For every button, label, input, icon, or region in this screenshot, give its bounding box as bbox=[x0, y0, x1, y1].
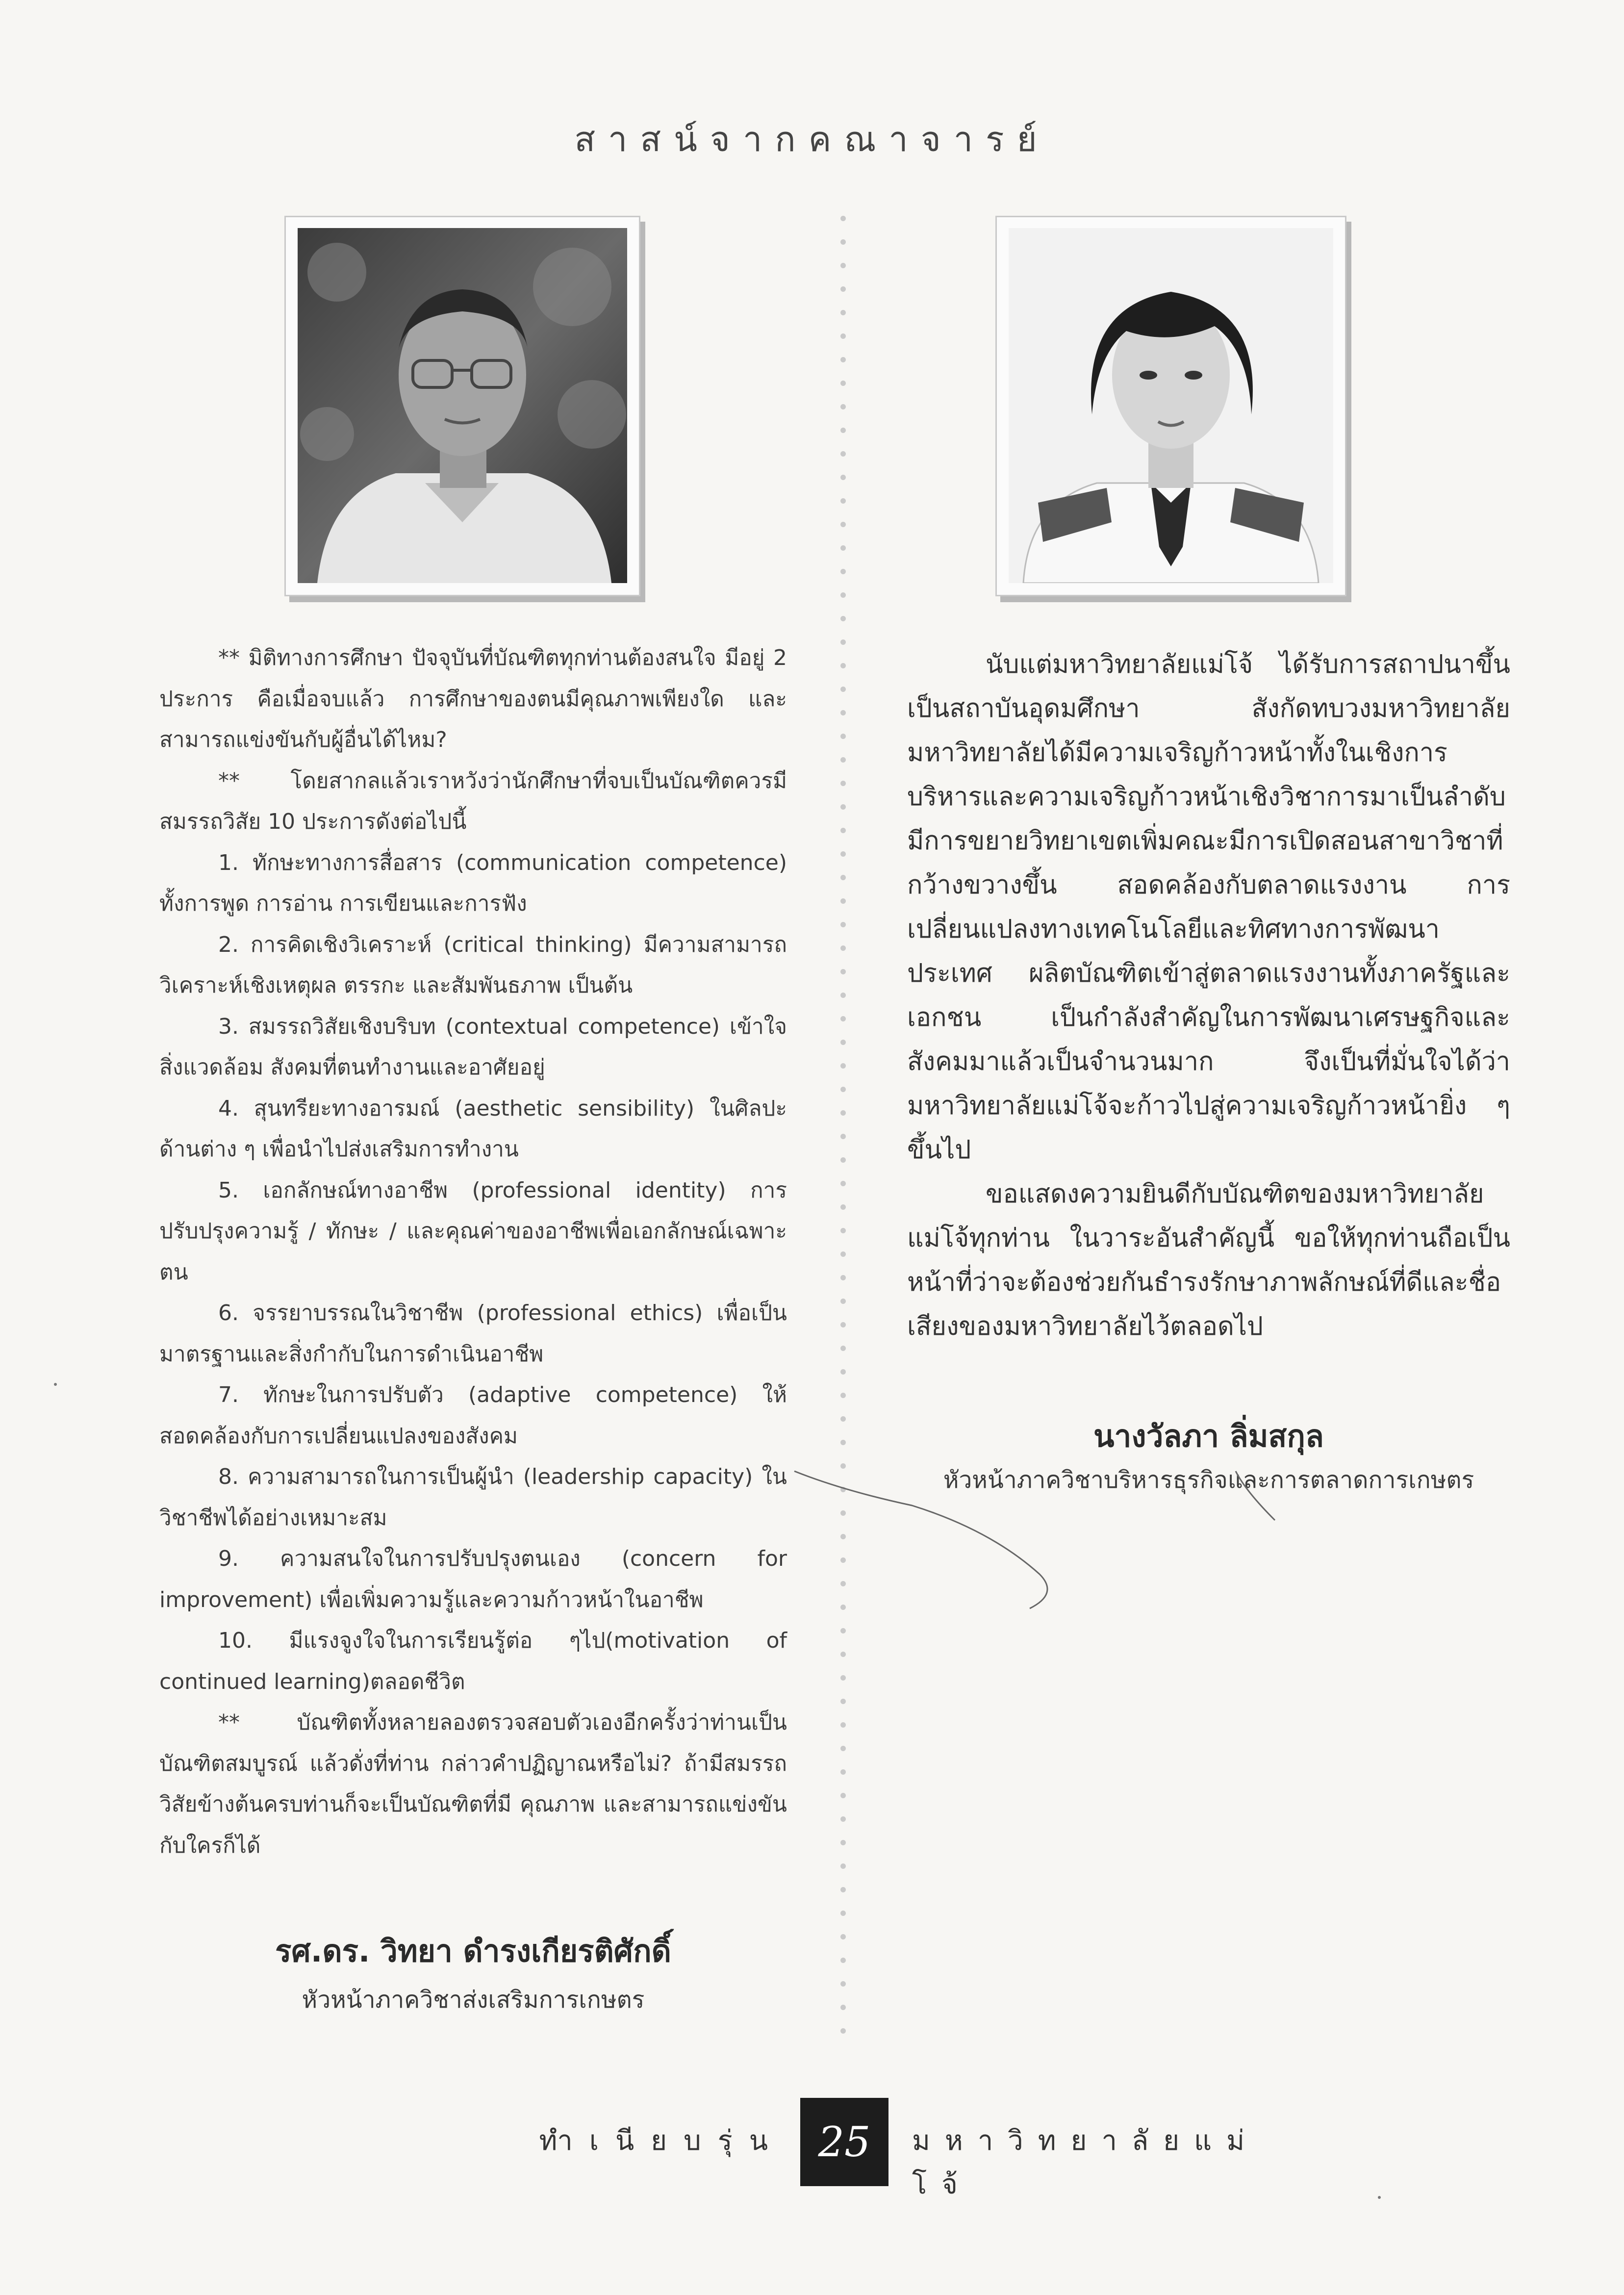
left-author-role: หัวหน้าภาควิชาส่งเสริมการเกษตร bbox=[302, 1986, 645, 2014]
divider-dot bbox=[840, 1393, 846, 1398]
divider-dot bbox=[840, 1793, 846, 1798]
divider-dot bbox=[840, 1204, 846, 1210]
divider-dot bbox=[840, 522, 846, 527]
portrait-photo-right bbox=[995, 216, 1346, 596]
divider-dot bbox=[840, 1346, 846, 1351]
divider-dot bbox=[840, 2028, 846, 2034]
competency-item: 3. สมรรถวิสัยเชิงบริบท (contextual competence) เข้าใจสิ่งแวดล้อม สังคมที่ตนทำงานและอาศัยอยู่ bbox=[159, 1014, 787, 1080]
divider-dot bbox=[840, 1416, 846, 1422]
divider-dot bbox=[840, 1911, 846, 1916]
pen-scribble-mark bbox=[785, 1461, 1299, 1628]
paper-speck bbox=[1378, 2196, 1381, 2199]
divider-dot bbox=[840, 216, 846, 221]
divider-dot bbox=[840, 993, 846, 998]
divider-dot bbox=[840, 1087, 846, 1092]
portrait-man-image bbox=[298, 228, 627, 583]
divider-dot bbox=[840, 734, 846, 739]
column-divider bbox=[840, 216, 846, 2069]
divider-dot bbox=[840, 663, 846, 668]
left-author-name: รศ.ดร. วิทยา ดำรงเกียรติศักดิ์ bbox=[275, 1933, 671, 1969]
divider-dot bbox=[840, 1110, 846, 1116]
divider-dot bbox=[840, 1863, 846, 1869]
competency-item: 5. เอกลักษณ์ทางอาชีพ (professional identity) การปรับปรุงความรู้ / ทักษะ / และคุณค่าของอาชีพเพื่อเอกลักษณ์เฉพาะตน bbox=[159, 1177, 787, 1285]
section-title: สาสน์จากคณาจารย์ bbox=[574, 119, 1050, 159]
divider-dot bbox=[840, 1369, 846, 1375]
left-column-text bbox=[159, 638, 787, 1866]
divider-dot bbox=[840, 969, 846, 974]
left-paragraph: ** มิติทางการศึกษา ปัจจุบันที่บัณฑิตทุกท่านต้องสนใจ มีอยู่ 2 ประการ คือเมื่อจบแล้ว การศึกษาของตนมีคุณภาพเพียงใด และสามารถแข่งขันกับผู้อื่นได้ไหม? bbox=[159, 645, 787, 752]
right-author-role: หัวหน้าภาควิชาบริหารธุรกิจและการตลาดการเกษตร bbox=[943, 1466, 1474, 1494]
divider-dot bbox=[840, 1181, 846, 1186]
divider-dot bbox=[840, 569, 846, 574]
divider-dot bbox=[840, 1699, 846, 1704]
divider-dot bbox=[840, 945, 846, 951]
footer-directory-label: ทำเนียบรุ่น bbox=[539, 2125, 785, 2157]
competency-item: 4. สุนทรียะทางอารมณ์ (aesthetic sensibility) ในศิลปะด้านต่าง ๆ เพื่อนำไปส่งเสริมการทำงาน bbox=[159, 1096, 787, 1162]
divider-dot bbox=[840, 1746, 846, 1751]
divider-dot bbox=[840, 1675, 846, 1681]
divider-dot bbox=[840, 286, 846, 292]
divider-dot bbox=[840, 639, 846, 645]
right-author-name: นางวัลภา ลิ่มสกุล bbox=[1093, 1418, 1324, 1454]
divider-dot bbox=[840, 828, 846, 833]
page-number: 25 bbox=[800, 2098, 888, 2186]
divider-dot bbox=[840, 1040, 846, 1045]
divider-dot bbox=[840, 804, 846, 810]
divider-dot bbox=[840, 1840, 846, 1845]
competency-item: 6. จรรยาบรรณในวิชาชีพ (professional ethics) เพื่อเป็นมาตรฐานและสิ่งกำกับในการดำเนินอาชีพ bbox=[159, 1300, 787, 1367]
divider-dot bbox=[840, 898, 846, 904]
divider-dot bbox=[840, 1652, 846, 1657]
right-paragraph: นับแต่มหาวิทยาลัยแม่โจ้ ได้รับการสถาปนาขึ้นเป็นสถาบันอุดมศึกษา สังกัดทบวงมหาวิทยาลัย มหาวิทยาลัยได้มีความเจริญก้าวหน้าทั้งในเชิงการบริหารและความเจริญก้าวหน้าเชิงวิชาการมาเป็นลำดับ มีการขยายวิทยาเขตเพิ่มคณะมีการเปิดสอนสาขาวิชาที่กว้างขวางขึ้น สอดคล้องกับตลาดแรงงาน การเปลี่ยนแปลงทางเทคโนโลยีและทิศทางการพัฒนาประเทศ ผลิตบัณฑิตเข้าสู่ตลาดแรงงานทั้งภาครัฐและเอกชน เป็นกำลังสำคัญในการพัฒนาเศรษฐกิจและสังคมมาแล้วเป็นจำนวนมาก จึงเป็นที่มั่นใจได้ว่ามหาวิทยาลัยแม่โจ้จะก้าวไปสู่ความเจริญก้าวหน้ายิ่ง ๆ ขึ้นไป bbox=[907, 650, 1510, 1165]
divider-dot bbox=[840, 451, 846, 457]
divider-dot bbox=[840, 1228, 846, 1233]
right-column-text bbox=[907, 642, 1510, 1349]
divider-dot bbox=[840, 475, 846, 480]
paper-speck bbox=[54, 1383, 57, 1386]
competency-item: 1. ทักษะทางการสื่อสาร (communication competence) ทั้งการพูด การอ่าน การเขียนและการฟัง bbox=[159, 850, 787, 916]
divider-dot bbox=[840, 428, 846, 433]
divider-dot bbox=[840, 263, 846, 268]
right-paragraph: ขอแสดงความยินดีกับบัณฑิตของมหาวิทยาลัยแม่โจ้ทุกท่าน ในวาระอันสำคัญนี้ ขอให้ทุกท่านถือเป็นหน้าที่ว่าจะต้องช่วยกันธำรงรักษาภาพลักษณ์ที่ดีและชื่อเสียงของมหาวิทยาลัยไว้ตลอดไป bbox=[907, 1179, 1510, 1341]
divider-dot bbox=[840, 1440, 846, 1445]
divider-dot bbox=[840, 1251, 846, 1257]
divider-dot bbox=[840, 1816, 846, 1822]
divider-dot bbox=[840, 2005, 846, 2010]
divider-dot bbox=[840, 239, 846, 245]
competency-item: 8. ความสามารถในการเป็นผู้นำ (leadership capacity) ในวิชาชีพได้อย่างเหมาะสม bbox=[159, 1464, 787, 1530]
divider-dot bbox=[840, 310, 846, 315]
divider-dot bbox=[840, 1934, 846, 1939]
divider-dot bbox=[840, 357, 846, 362]
left-paragraph: ** โดยสากลแล้วเราหวังว่านักศึกษาที่จบเป็นบัณฑิตควรมีสมรรถวิสัย 10 ประการดังต่อไปนี้ bbox=[159, 768, 787, 834]
left-paragraph: ** บัณฑิตทั้งหลายลองตรวจสอบตัวเองอีกครั้งว่าท่านเป็นบัณฑิตสมบูรณ์ แล้วดั่งที่ท่าน กล่าวคำปฏิญาณหรือไม่? ถ้ามีสมรรถวิสัยข้างต้นครบท่านก็จะเป็นบัณฑิตที่มี คุณภาพ และสามารถแข่งขัน กับใครก็ได้ bbox=[159, 1710, 787, 1858]
divider-dot bbox=[840, 333, 846, 339]
divider-dot bbox=[840, 1063, 846, 1069]
divider-dot bbox=[840, 1322, 846, 1327]
competency-item: 2. การคิดเชิงวิเคราะห์ (critical thinking) มีความสามารถวิเคราะห์เชิงเหตุผล ตรรกะ และสัมพันธภาพ เป็นต้น bbox=[159, 932, 787, 998]
divider-dot bbox=[840, 1958, 846, 1963]
divider-dot bbox=[840, 757, 846, 763]
divider-dot bbox=[840, 1722, 846, 1728]
competency-item: 9. ความสนใจในการปรับปรุงตนเอง (concern for improvement) เพื่อเพิ่มความรู้และความก้าวหน้าในอาชีพ bbox=[159, 1546, 787, 1612]
portrait-woman-image bbox=[1009, 228, 1333, 583]
divider-dot bbox=[840, 781, 846, 786]
divider-dot bbox=[840, 1134, 846, 1139]
divider-dot bbox=[840, 1299, 846, 1304]
portrait-photo-left bbox=[284, 216, 640, 596]
competency-item: 7. ทักษะในการปรับตัว (adaptive competence) ให้สอดคล้องกับการเปลี่ยนแปลงของสังคม bbox=[159, 1382, 787, 1449]
divider-dot bbox=[840, 1981, 846, 1987]
divider-dot bbox=[840, 710, 846, 715]
divider-dot bbox=[840, 875, 846, 880]
divider-dot bbox=[840, 1016, 846, 1021]
divider-dot bbox=[840, 1157, 846, 1163]
divider-dot bbox=[840, 687, 846, 692]
divider-dot bbox=[840, 592, 846, 598]
divider-dot bbox=[840, 851, 846, 857]
divider-dot bbox=[840, 1628, 846, 1633]
divider-dot bbox=[840, 616, 846, 621]
divider-dot bbox=[840, 922, 846, 927]
divider-dot bbox=[840, 381, 846, 386]
divider-dot bbox=[840, 1887, 846, 1892]
divider-dot bbox=[840, 545, 846, 551]
divider-dot bbox=[840, 1769, 846, 1775]
divider-dot bbox=[840, 498, 846, 504]
divider-dot bbox=[840, 1275, 846, 1280]
competency-item: 10. มีแรงจูงใจในการเรียนรู้ต่อ ๆไป(motivation of continued learning)ตลอดชีวิต bbox=[159, 1628, 787, 1694]
footer-university-label: มหาวิทยาลัยแม่โจ้ bbox=[912, 2125, 1260, 2200]
divider-dot bbox=[840, 404, 846, 409]
